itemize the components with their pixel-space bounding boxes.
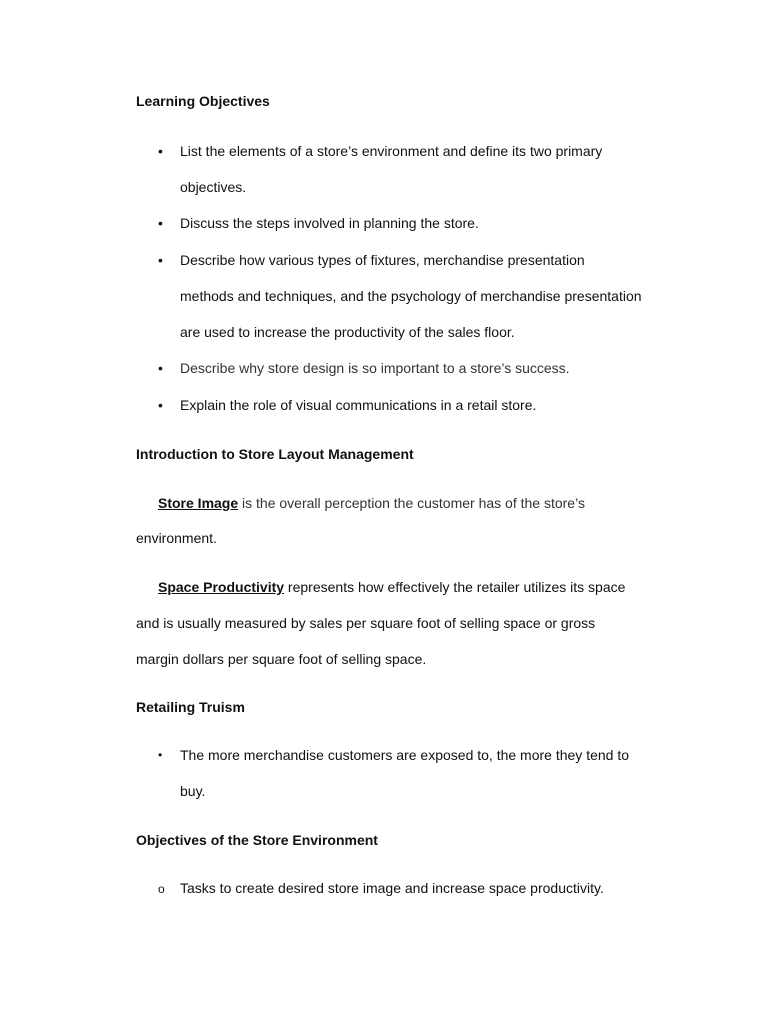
- store-image-definition: is the overall perception the customer has of the store’s: [238, 495, 585, 511]
- space-productivity-paragraph-line-1: [158, 578, 625, 596]
- space-productivity-term: Space Productivity: [158, 579, 285, 595]
- objective-3-line-2: methods and techniques, and the psychology of merchandise presentation: [180, 288, 642, 304]
- objective-1-line-2: objectives.: [180, 179, 247, 195]
- bullet-icon: •: [158, 252, 163, 268]
- bullet-icon: •: [158, 215, 163, 231]
- truism-line-2: buy.: [180, 783, 206, 799]
- space-productivity-paragraph-line-3: margin dollars per square foot of selling space.: [136, 651, 427, 667]
- truism-line-1: The more merchandise customers are exposed to, the more they tend to: [180, 747, 630, 763]
- objective-1-line-1: List the elements of a store’s environment and define its two primary: [180, 143, 603, 159]
- store-image-term: Store Image: [158, 495, 239, 511]
- store-environment-objective-line-1: Tasks to create desired store image and increase space productivity.: [180, 880, 604, 896]
- store-environment-objectives-heading: Objectives of the Store Environment: [136, 832, 378, 848]
- bullet-icon: •: [158, 748, 163, 762]
- objective-3-line-3: are used to increase the productivity of the sales floor.: [180, 324, 515, 340]
- bullet-icon: •: [158, 360, 163, 376]
- space-productivity-paragraph-line-2: and is usually measured by sales per square foot of selling space or gross: [136, 615, 596, 631]
- objective-4-line-1: Describe why store design is so important to a store’s success.: [180, 360, 570, 376]
- retailing-truism-heading: Retailing Truism: [136, 699, 245, 715]
- bullet-icon: •: [158, 397, 163, 413]
- store-image-paragraph-line-1: [158, 494, 585, 512]
- store-image-paragraph-line-2: environment.: [136, 530, 217, 546]
- objective-5-line-1: Explain the role of visual communications in a retail store.: [180, 397, 537, 413]
- introduction-heading: Introduction to Store Layout Management: [136, 446, 414, 462]
- learning-objectives-heading: Learning Objectives: [136, 93, 270, 109]
- space-productivity-definition: represents how effectively the retailer utilizes its space: [284, 579, 626, 595]
- circle-bullet-icon: o: [158, 882, 165, 896]
- objective-2-line-1: Discuss the steps involved in planning the store.: [180, 215, 479, 231]
- objective-3-line-1: Describe how various types of fixtures, merchandise presentation: [180, 252, 585, 268]
- bullet-icon: •: [158, 143, 163, 159]
